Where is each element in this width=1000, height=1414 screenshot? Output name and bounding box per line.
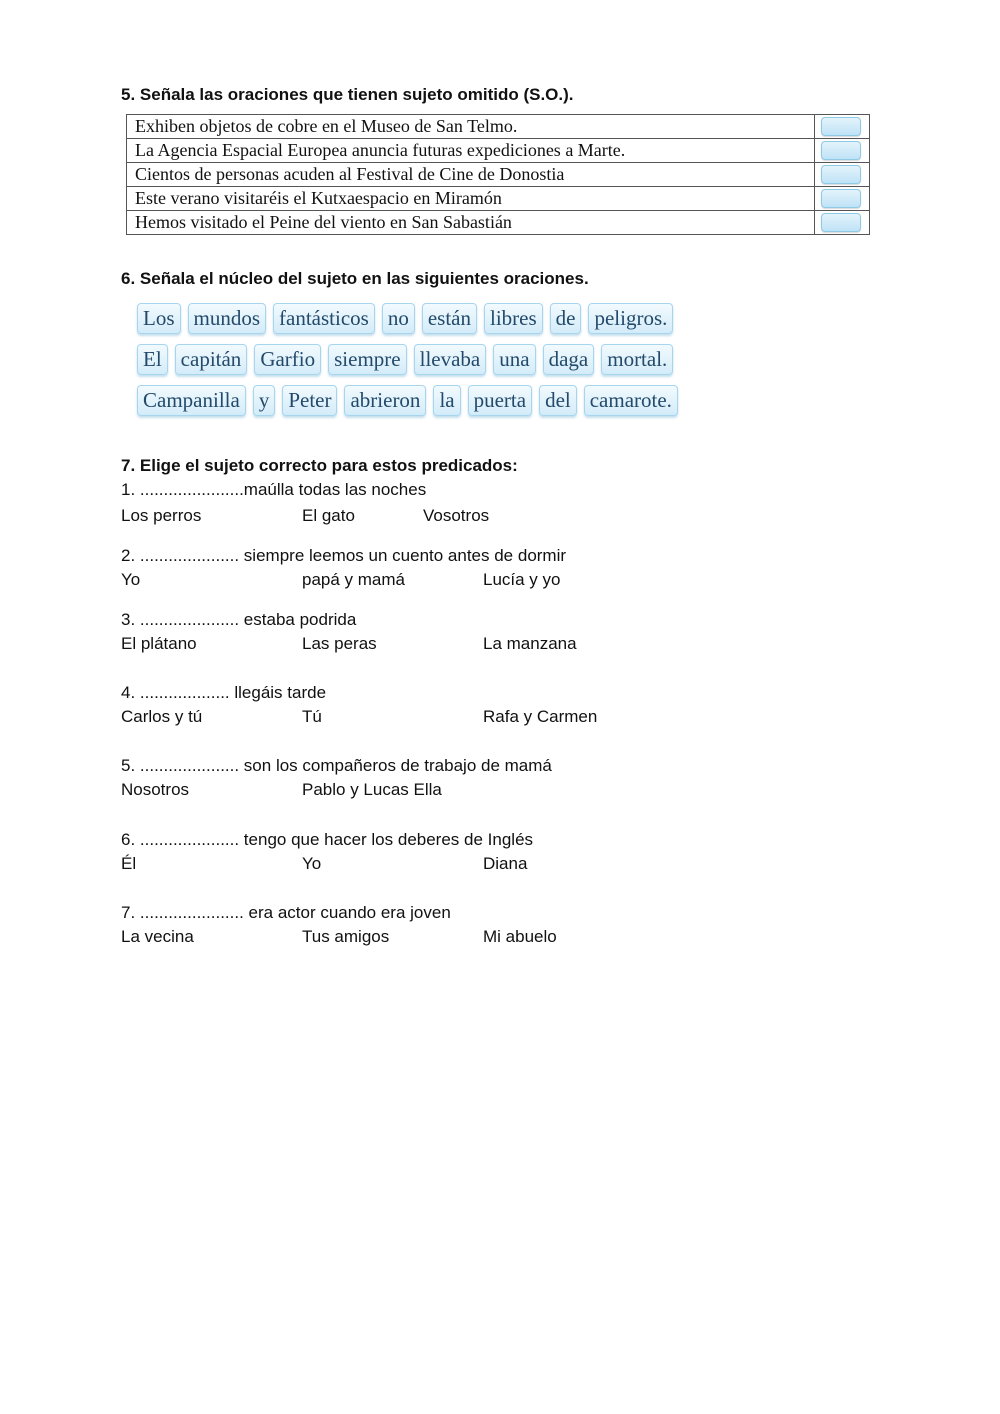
- subject-option[interactable]: Yo: [121, 570, 141, 589]
- word-chip[interactable]: libres: [484, 303, 543, 334]
- subject-option[interactable]: Los perros: [121, 506, 202, 525]
- subject-option[interactable]: Pablo y Lucas Ella: [302, 780, 442, 799]
- sentence-text: Cientos de personas acuden al Festival de Cine de Donostia: [127, 163, 815, 187]
- subject-option[interactable]: Vosotros: [423, 506, 490, 525]
- subject-options-3: [121, 634, 577, 654]
- omitted-subject-table: [126, 114, 870, 235]
- answer-checkbox-1[interactable]: [821, 117, 861, 136]
- sentence-text: Exhiben objetos de cobre en el Museo de San Telmo.: [127, 115, 815, 139]
- word-chip[interactable]: llevaba: [414, 344, 487, 375]
- word-chip[interactable]: Los: [137, 303, 181, 334]
- subject-options-7: [121, 927, 557, 947]
- word-sentence-1: [137, 303, 680, 334]
- table-row: [127, 211, 870, 235]
- subject-option[interactable]: La vecina: [121, 927, 194, 946]
- subject-option[interactable]: Nosotros: [121, 780, 190, 799]
- word-chip[interactable]: abrieron: [344, 385, 426, 416]
- predicate-sentence-4: 4. ................... llegáis tarde: [121, 683, 327, 702]
- sentence-text: Hemos visitado el Peine del viento en San Sabastián: [127, 211, 815, 235]
- section-7-title: 7. Elige el sujeto correcto para estos predicados:: [121, 456, 518, 475]
- subject-option[interactable]: Tú: [302, 707, 322, 726]
- word-chip[interactable]: de: [550, 303, 582, 334]
- subject-option[interactable]: Rafa y Carmen: [483, 707, 598, 726]
- subject-options-5: [121, 780, 442, 800]
- subject-option[interactable]: Yo: [302, 854, 322, 873]
- subject-option[interactable]: Él: [121, 854, 137, 873]
- word-chip[interactable]: y: [253, 385, 276, 416]
- word-chip[interactable]: Campanilla: [137, 385, 246, 416]
- section-5-title: 5. Señala las oraciones que tienen sujeto omitido (S.O.).: [121, 85, 574, 104]
- word-chip[interactable]: mortal.: [601, 344, 673, 375]
- table-row: [127, 139, 870, 163]
- predicate-sentence-7: 7. ...................... era actor cuando era joven: [121, 903, 451, 922]
- answer-checkbox-2[interactable]: [821, 141, 861, 160]
- word-chip[interactable]: siempre: [328, 344, 406, 375]
- subject-option[interactable]: Tus amigos: [302, 927, 390, 946]
- predicate-sentence-2: 2. ..................... siempre leemos un cuento antes de dormir: [121, 546, 567, 565]
- subject-option[interactable]: El gato: [302, 506, 355, 525]
- subject-option[interactable]: Las peras: [302, 634, 377, 653]
- sentence-text: Este verano visitaréis el Kutxaespacio en Miramón: [127, 187, 815, 211]
- word-chip[interactable]: Peter: [282, 385, 337, 416]
- subject-options-1: [121, 506, 489, 526]
- subject-option[interactable]: Diana: [483, 854, 528, 873]
- answer-checkbox-4[interactable]: [821, 189, 861, 208]
- predicate-sentence-5: 5. ..................... son los compañeros de trabajo de mamá: [121, 756, 552, 775]
- answer-checkbox-3[interactable]: [821, 165, 861, 184]
- word-chip[interactable]: una: [493, 344, 535, 375]
- subject-options-2: [121, 570, 561, 590]
- word-chip[interactable]: daga: [543, 344, 595, 375]
- predicate-sentence-1: 1. ......................maúlla todas las noches: [121, 480, 427, 499]
- word-chip[interactable]: Garfio: [254, 344, 321, 375]
- sentence-text: La Agencia Espacial Europea anuncia futuras expediciones a Marte.: [127, 139, 815, 163]
- word-chip[interactable]: camarote.: [584, 385, 678, 416]
- subject-option[interactable]: papá y mamá: [302, 570, 405, 589]
- word-chip[interactable]: la: [433, 385, 460, 416]
- answer-checkbox-5[interactable]: [821, 213, 861, 232]
- word-chip[interactable]: están: [422, 303, 477, 334]
- subject-options-4: [121, 707, 597, 727]
- table-row: [127, 187, 870, 211]
- table-row: [127, 163, 870, 187]
- word-chip[interactable]: capitán: [175, 344, 248, 375]
- subject-option[interactable]: El plátano: [121, 634, 197, 653]
- word-sentence-2: [137, 344, 680, 375]
- word-sentence-3: [137, 385, 685, 416]
- predicate-sentence-6: 6. ..................... tengo que hacer los deberes de Inglés: [121, 830, 534, 849]
- word-chip[interactable]: no: [382, 303, 415, 334]
- word-chip[interactable]: puerta: [468, 385, 532, 416]
- subject-option[interactable]: Lucía y yo: [483, 570, 561, 589]
- predicate-sentence-3: 3. ..................... estaba podrida: [121, 610, 357, 629]
- word-chip[interactable]: mundos: [188, 303, 267, 334]
- subject-options-6: [121, 854, 527, 874]
- word-chip[interactable]: del: [539, 385, 577, 416]
- section-6-title: 6. Señala el núcleo del sujeto en las siguientes oraciones.: [121, 269, 589, 288]
- word-chip[interactable]: fantásticos: [273, 303, 375, 334]
- subject-option[interactable]: Mi abuelo: [483, 927, 557, 946]
- table-row: [127, 115, 870, 139]
- word-chip[interactable]: peligros.: [588, 303, 673, 334]
- subject-option[interactable]: La manzana: [483, 634, 577, 653]
- word-chip[interactable]: El: [137, 344, 168, 375]
- subject-option[interactable]: Carlos y tú: [121, 707, 203, 726]
